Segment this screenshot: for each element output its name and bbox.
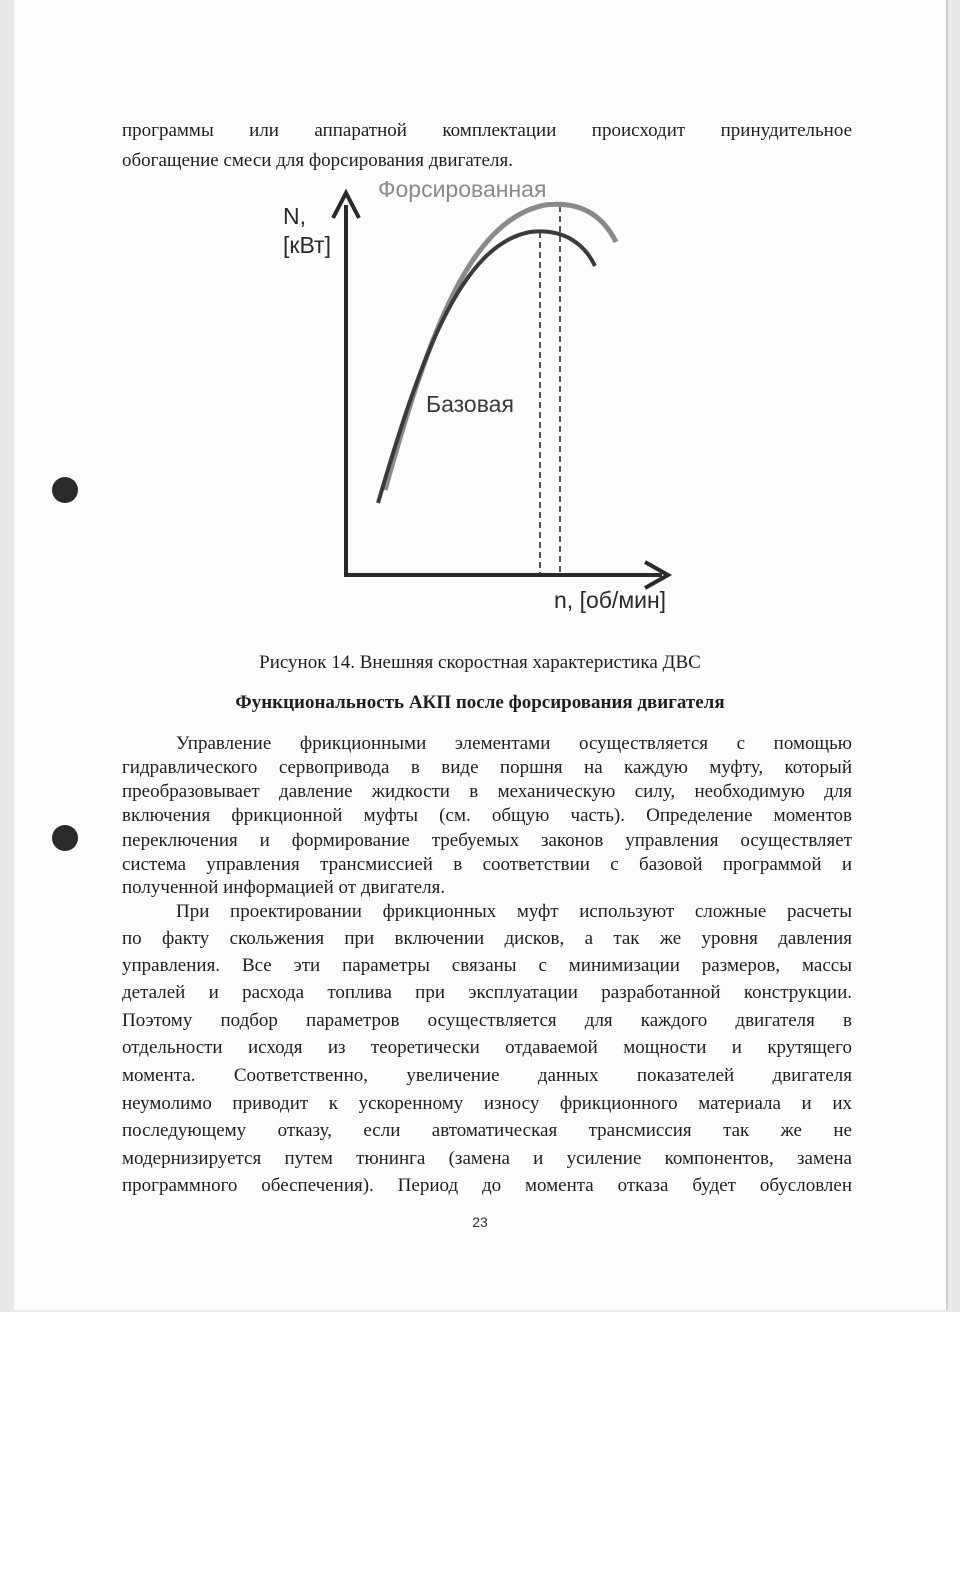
intro-line: программы или аппаратной комплектации происходит принудительное [122,120,852,141]
paragraph-line: Поэтому подбор параметров осуществляется для каждого двигателя в [122,1010,852,1031]
paragraph-line: модернизируется путем тюнинга (замена и усиление компонентов, замена [122,1148,852,1169]
forced-curve-label: Форсированная [378,176,547,202]
paragraph-line: программного обеспечения). Период до момента отказа будет обусловлен [122,1175,852,1196]
power-curve-figure [0,0,960,640]
paragraph-line: по факту скольжения при включении дисков, а так же уровня давления [122,928,852,949]
paragraph-line: гидравлического сервопривода в виде поршня на каждую муфту, который [122,757,852,778]
intro-line: обогащение смеси для форсирования двигателя. [122,150,513,171]
paragraph-line: переключения и формирование требуемых законов управления осуществляет [122,830,852,851]
paragraph-line: неумолимо приводит к ускоренному износу фрикционного материала и их [122,1093,852,1114]
paragraph-line: включения фрикционной муфты (см. общую часть). Определение моментов [122,805,852,826]
y-axis-unit-label: [кВт] [283,232,331,258]
section-heading: Функциональность АКП после форсирования двигателя [235,692,725,713]
y-axis-label: N, [283,203,306,229]
x-axis-label: n, [об/мин] [554,587,667,613]
paragraph-line: система управления трансмиссией в соответствии с базовой программой и [122,854,852,875]
paragraph-line: отдельности исходя из теоретически отдаваемой мощности и крутящего [122,1037,852,1058]
base-curve [378,231,595,503]
paragraph-line: полученной информацией от двигателя. [122,877,446,898]
page-number: 23 [472,1214,488,1230]
paragraph-line: деталей и расхода топлива при эксплуатации разработанной конструкции. [122,982,852,1003]
paragraph-line: момента. Соответственно, увеличение данных показателей двигателя [122,1065,852,1086]
paragraph-line: Управление фрикционными элементами осуществляется с помощью [176,733,852,754]
figure-caption: Рисунок 14. Внешняя скоростная характеристика ДВС [259,652,701,673]
punch-hole-icon [52,825,78,851]
base-curve-label: Базовая [426,391,514,417]
paragraph-line: преобразовывает давление жидкости в механическую силу, необходимую для [122,781,852,802]
paragraph-line: При проектировании фрикционных муфт используют сложные расчеты [176,901,852,922]
paragraph-line: последующему отказу, если автоматическая трансмиссия так же не [122,1120,852,1141]
paragraph-line: управления. Все эти параметры связаны с минимизации размеров, массы [122,955,852,976]
